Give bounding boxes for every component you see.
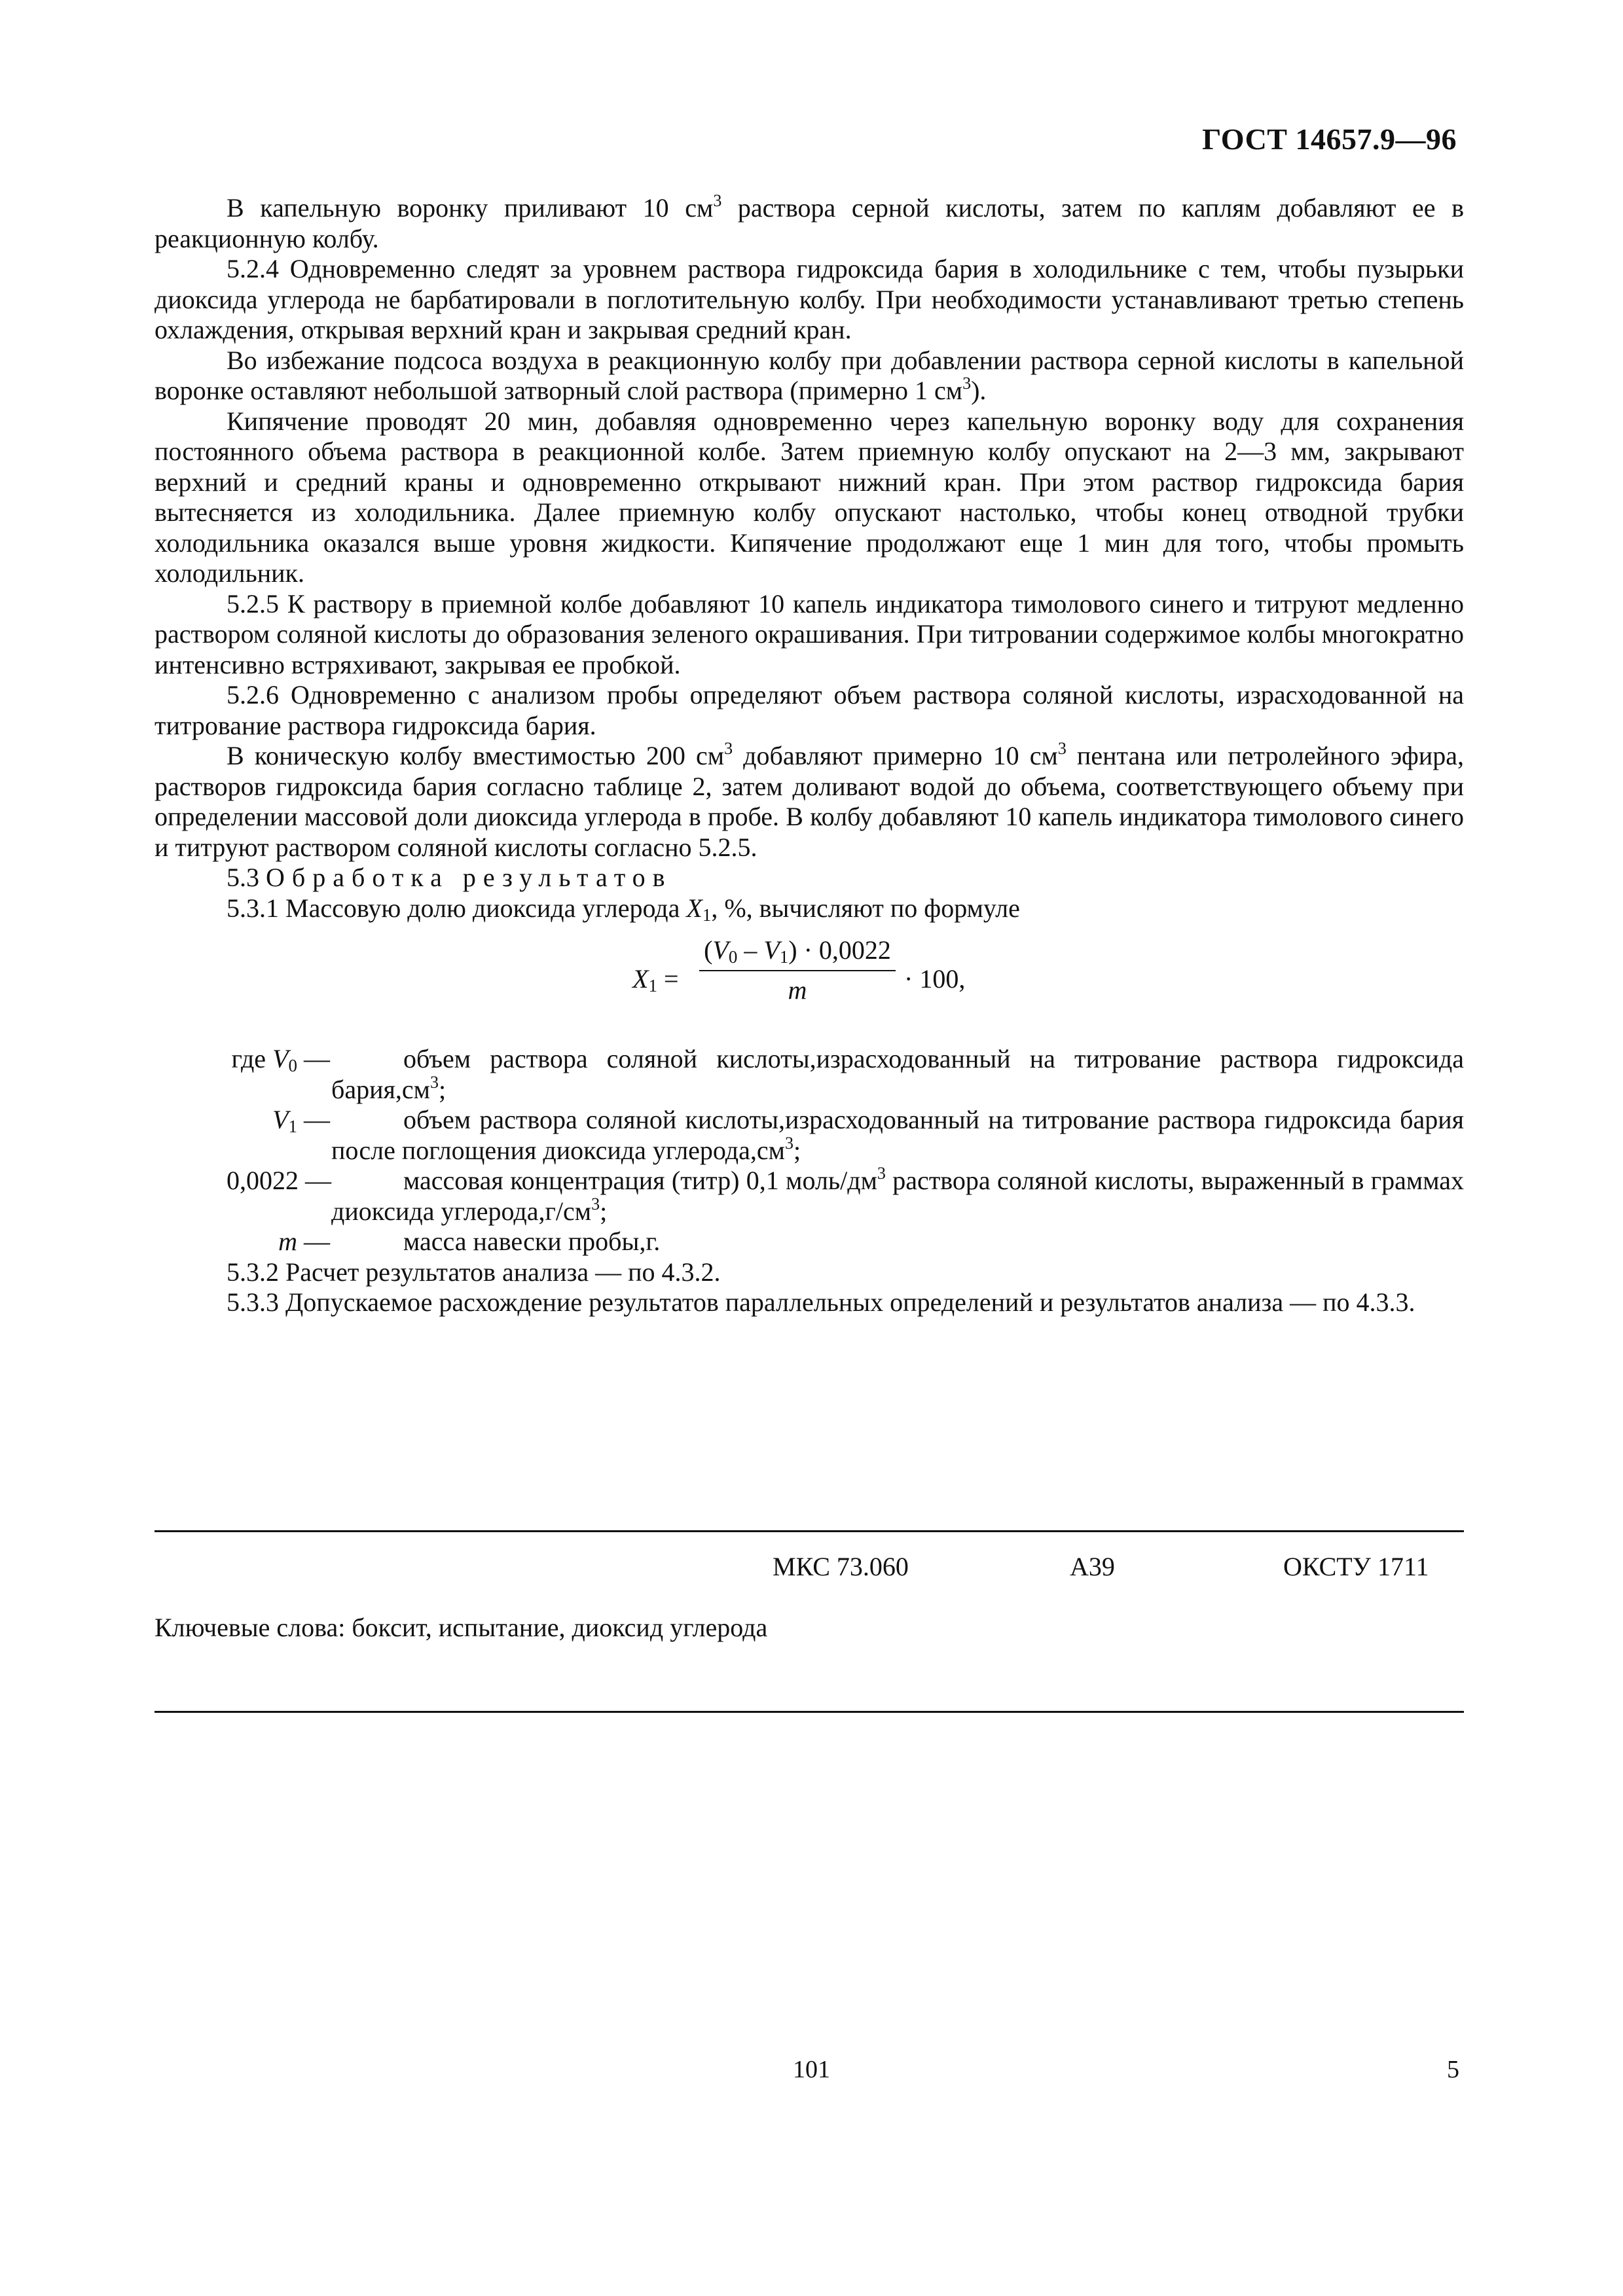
formula-rhs: · 100, — [904, 964, 966, 994]
formula-numerator: $(V_0 - V_1) \cdot 0,0022$ — [704, 935, 891, 967]
paragraph: 5.2.6 Одновременно с анализом пробы определяют объем раствора соляной кислоты, израсходованной на титрование раствора гидроксида бария. — [155, 680, 1464, 740]
definition-item: где $V_0$ — объем раствора соляной кислоты,израсходованный на титрование раствора гидроксида $бария,см^3$; — [231, 1044, 1464, 1104]
definition-item: m — масса навески пробы,г. — [278, 1227, 661, 1256]
paragraph: В коническую колбу вместимостью 200 $см^3$ добавляют примерно 10 $см^3$ пентана или петролейного эфира, растворов гидроксида бария согласно таблице 2, затем доливают водой до объема, соответствующего объему при определении массовой доли диоксида углерода в пробе. В колбу добавляют 10 капель индикатора тимолового синего и титруют раствором соляной кислоты согласно 5.2.5. — [155, 739, 1464, 862]
paragraph: 5.3.2 Расчет результатов анализа — по 4.3.2. — [227, 1257, 721, 1287]
paragraph: В капельную воронку приливают 10 $см^3$ раствора серной кислоты, затем по каплям добавляют ее в реакционную колбу. — [155, 191, 1465, 253]
formula — [155, 935, 1464, 1027]
section-heading: 5.3 Обработка результатов — [227, 863, 672, 892]
classification-code: А39 — [1070, 1552, 1115, 1581]
paragraph: 5.3.3 Допускаемое расхождение результатов параллельных определений и результатов анализа — по 4.3.3. — [227, 1287, 1415, 1317]
paragraph: 5.3.1 Массовую долю диоксида углерода $X_1$, %, вычисляют по формуле — [227, 893, 1020, 925]
page-number-right: 5 — [1447, 2056, 1459, 2083]
definition-item: $V_1$ — объем раствора соляной кислоты,израсходованный на титрование раствора гидроксида бария после поглощения диоксида $углерода,см^3$; — [272, 1105, 1464, 1165]
paragraph: 5.2.5 К раствору в приемной колбе добавляют 10 капель индикатора тимолового синего и титруют медленно раствором соляной кислоты до образования зеленого окрашивания. При титровании содержимое колбы многократно интенсивно встряхивают, закрывая ее пробкой. — [155, 588, 1464, 679]
paragraph: Кипячение проводят 20 мин, добавляя одновременно через капельную воронку воду для сохранения постоянного объема раствора в реакционной колбе. Затем приемную колбу опускают на 2—3 мм, закрывают верхний и средний краны и одновременно открывают нижний кран. При этом раствор гидроксида бария вытесняется из холодильника. Далее приемную колбу опускают настолько, чтобы конец отводной трубки холодильника оказался выше уровня жидкости. Кипячение продолжают еще 1 мин для того, чтобы промыть холодильник. — [155, 406, 1464, 588]
document-body — [155, 193, 1464, 1318]
paragraph: 5.2.4 Одновременно следят за уровнем раствора гидроксида бария в холодильнике с тем, чтобы пузырьки диоксида углерода не барбатировали в поглотительную колбу. При необходимости устанавливают третью степень охлаждения, открывая верхний кран и закрывая средний кран. — [155, 254, 1464, 344]
page-number-center: 101 — [793, 2056, 830, 2083]
definition-item: 0,0022 — массовая концентрация (титр) 0,1 моль/$дм^3$ раствора соляной кислоты, выраженный в граммах диоксида $углерода,г/см^3$; — [227, 1164, 1464, 1226]
definitions-list — [155, 1044, 1464, 1257]
formula-denominator: m — [788, 975, 807, 1005]
footer-bottom-rule — [155, 1711, 1464, 1713]
mks-code: МКС 73.060 — [773, 1552, 909, 1581]
footer-top-rule — [155, 1530, 1464, 1532]
paragraph: Во избежание подсоса воздуха в реакционную колбу при добавлении раствора серной кислоты в капельной воронке оставляют небольшой затворный слой раствора (примерно 1 $см^3$). — [155, 345, 1464, 405]
keywords-line: Ключевые слова: боксит, испытание, диоксид углерода — [155, 1613, 768, 1642]
formula-fraction — [699, 935, 896, 1005]
okstu-code: ОКСТУ 1711 — [1283, 1552, 1429, 1581]
standard-header: ГОСТ 14657.9—96 — [1202, 122, 1457, 156]
formula-lhs: $X_1$ = — [632, 964, 679, 996]
